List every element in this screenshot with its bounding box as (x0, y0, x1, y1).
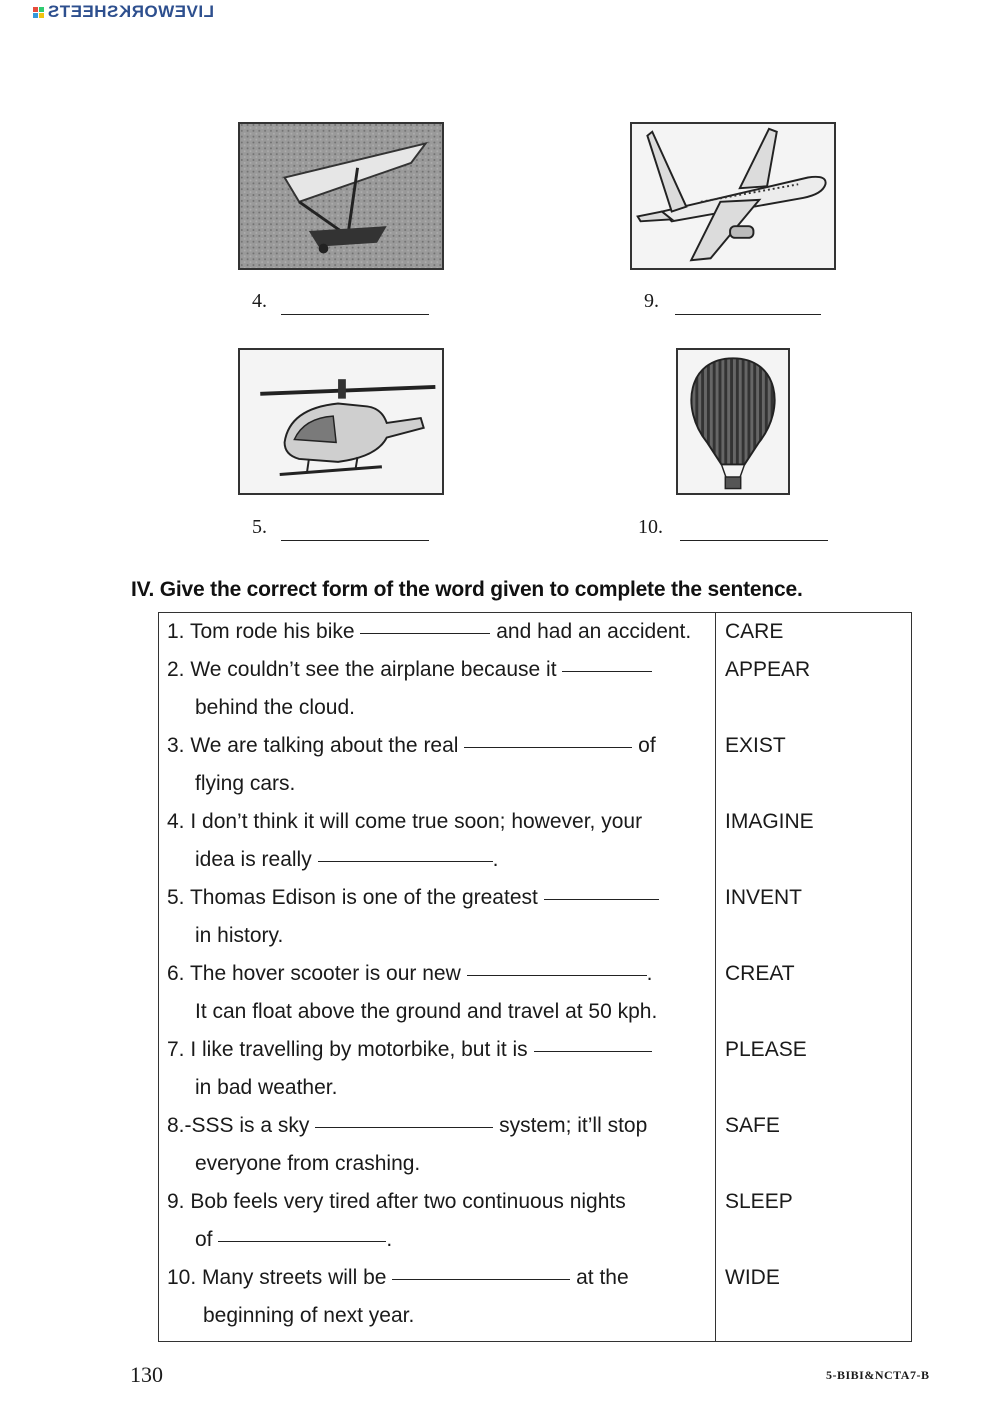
sentence-text: in bad weather. (195, 1076, 338, 1099)
sentence-text: . (646, 962, 653, 985)
sentence-text: 7. I like travelling by motorbike, but it is (167, 1038, 528, 1061)
answer-blank[interactable] (281, 314, 429, 315)
sentence (167, 1107, 707, 1183)
answer-blank[interactable] (360, 633, 490, 634)
answer-blank[interactable] (467, 975, 647, 976)
sentence-text: 2. We couldn’t see the airplane because it (167, 658, 557, 681)
sentence-text: 6. The hover scooter is our new (167, 962, 461, 985)
sentence-text: 5. Thomas Edison is one of the greatest (167, 886, 538, 909)
page-number: 130 (130, 1362, 163, 1387)
sentence-text: 1. Tom rode his bike (167, 620, 355, 643)
sentence-text: system; it’ll stop (499, 1114, 648, 1137)
sentence-text: 8.-SSS is a sky (167, 1114, 310, 1137)
answer-blank[interactable] (318, 861, 493, 862)
picture-number: 5. (252, 516, 267, 538)
hot-air-balloon-icon (678, 350, 788, 493)
exercise-row (159, 1259, 913, 1335)
exercise-row (159, 1183, 913, 1259)
exercise-row (159, 727, 913, 803)
exercise-row (159, 651, 913, 727)
word-given: CARE (725, 620, 784, 643)
sentence-text: 9. Bob feels very tired after two continuous nights (167, 1190, 626, 1213)
sentence (167, 613, 707, 651)
exercise-heading: IV. Give the correct form of the word given to complete the sentence. (131, 578, 803, 601)
picture-number: 10. (638, 516, 663, 538)
sentence-text: . (492, 848, 499, 871)
answer-blank[interactable] (392, 1279, 570, 1280)
sentence-text: beginning of next year. (203, 1304, 415, 1327)
picture-airplane (630, 122, 836, 270)
airplane-icon (632, 124, 834, 268)
sentence (167, 879, 707, 955)
exercise-row (159, 955, 913, 1031)
word-given: CREAT (725, 962, 795, 985)
answer-blank[interactable] (680, 540, 828, 541)
exercise-row (159, 803, 913, 879)
book-code: 5-BIBI&NCTA7-B (826, 1368, 930, 1382)
sentence-text: flying cars. (195, 772, 296, 795)
answer-blank[interactable] (218, 1241, 386, 1242)
hang-glider-icon (240, 124, 442, 268)
logo-text: LIVEWORKSHEETS (47, 2, 214, 21)
exercise-row (159, 1107, 913, 1183)
sentence-text: everyone from crashing. (195, 1152, 421, 1175)
sentence (167, 1031, 707, 1107)
word-given: INVENT (725, 886, 803, 909)
answer-blank[interactable] (464, 747, 632, 748)
picture-number: 4. (252, 290, 267, 312)
sentence-text: of (638, 734, 656, 757)
sentence-text: 3. We are talking about the real (167, 734, 459, 757)
word-given: PLEASE (725, 1038, 807, 1061)
answer-blank[interactable] (534, 1051, 652, 1052)
word-given: EXIST (725, 734, 786, 757)
logo-squares-icon (33, 7, 44, 18)
sentence-text: idea is really (195, 848, 312, 871)
answer-blank[interactable] (675, 314, 821, 315)
sentence-text: behind the cloud. (195, 696, 355, 719)
sentence (167, 955, 707, 1031)
picture-number: 9. (644, 290, 659, 312)
picture-hot-air-balloon (676, 348, 790, 495)
sentence-text: It can float above the ground and travel at 50 kph. (195, 1000, 658, 1023)
sentence-text: in history. (195, 924, 284, 947)
picture-helicopter (238, 348, 444, 495)
sentence (167, 803, 707, 879)
sentence-text: at the (576, 1266, 629, 1289)
word-given: APPEAR (725, 658, 811, 681)
helicopter-icon (240, 350, 442, 493)
answer-blank[interactable] (544, 899, 659, 900)
sentence-text: 10. Many streets will be (167, 1266, 387, 1289)
picture-hang-glider (238, 122, 444, 270)
exercise-row (159, 1031, 913, 1107)
sentence-text: 4. I don’t think it will come true soon; however, your (167, 810, 643, 833)
sentence (167, 651, 707, 727)
liveworksheets-logo (33, 2, 214, 22)
exercise-row (159, 879, 913, 955)
word-given: SLEEP (725, 1190, 793, 1213)
sentence (167, 1259, 707, 1335)
word-given: WIDE (725, 1266, 780, 1289)
answer-blank[interactable] (562, 671, 652, 672)
sentence (167, 1183, 707, 1259)
exercise-table (158, 612, 912, 1342)
sentence-text: and had an accident. (496, 620, 692, 643)
word-given: SAFE (725, 1114, 780, 1137)
answer-blank[interactable] (315, 1127, 493, 1128)
sentence (167, 727, 707, 803)
sentence-text: . (386, 1228, 393, 1251)
word-given: IMAGINE (725, 810, 814, 833)
answer-blank[interactable] (281, 540, 429, 541)
sentence-text: of (195, 1228, 213, 1251)
